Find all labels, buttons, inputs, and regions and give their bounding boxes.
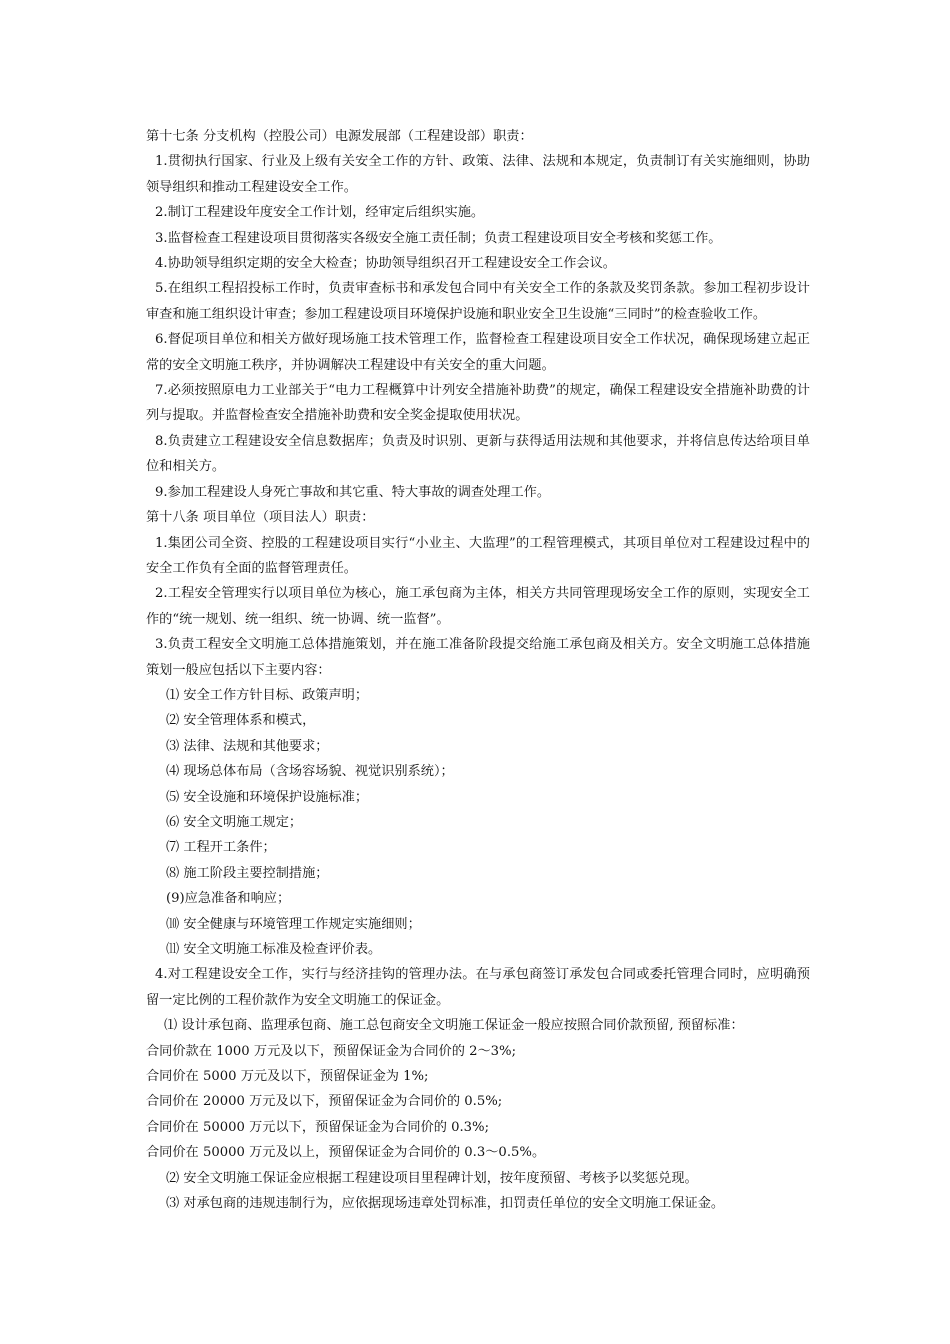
article-18-heading: 第十八条 项目单位（项目法人）职责： xyxy=(146,510,375,526)
planning-content-item: ⑴ 安全工作方针目标、政策声明； xyxy=(166,687,369,703)
article-18-item: 1.集团公司全资、控股的工程建设项目实行“小业主、大监理”的工程管理模式，其项目单位对工程建设过程中的安全工作负有全面的监督管理责任。 xyxy=(146,535,810,576)
article-17-item: 4.协助领导组织定期的安全大检查；协助领导组织召开工程建设安全工作会议。 xyxy=(155,256,616,272)
planning-content-item: ⑻ 施工阶段主要控制措施； xyxy=(166,865,329,881)
article-18-item: 3.负责工程安全文明施工总体措施策划，并在施工准备阶段提交给施工承包商及相关方。安全文明施工总体措施策划一般应包括以下主要内容： xyxy=(146,637,810,678)
planning-content-item: ⑸ 安全设施和环境保护设施标准； xyxy=(166,789,369,805)
deposit-rule: 合同价在 50000 万元以下，预留保证金为合同价的 0.3%; xyxy=(146,1119,490,1135)
article-17-item: 3.监督检查工程建设项目贯彻落实各级安全施工责任制；负责工程建设项目安全考核和奖惩工作。 xyxy=(155,230,722,246)
deposit-rule: 合同价在 20000 万元及以下，预留保证金为合同价的 0.5%; xyxy=(146,1094,503,1110)
planning-content-item: ⑾ 安全文明施工标准及检查评价表。 xyxy=(166,942,382,957)
planning-content-item: ⑽ 安全健康与环境管理工作规定实施细则； xyxy=(166,916,421,932)
article-17-item: 2.制订工程建设年度安全工作计划，经审定后组织实施。 xyxy=(155,205,485,221)
article-17-item: 6.督促项目单位和相关方做好现场施工技术管理工作，监督检查工程建设项目安全工作状况，确保现场建立起正常的安全文明施工秩序，并协调解决工程建设中有关安全的重大问题。 xyxy=(146,332,810,373)
article-17-item: 1.贯彻执行国家、行业及上级有关安全工作的方针、政策、法律、法规和本规定，负责制订有关实施细则，协助领导组织和推动工程建设安全工作。 xyxy=(146,154,810,195)
deposit-note: ⑵ 安全文明施工保证金应根据工程建设项目里程碑计划，按年度预留、考核予以奖惩兑现。 xyxy=(166,1170,698,1186)
planning-content-item: ⑵ 安全管理体系和模式， xyxy=(166,713,316,729)
deposit-note: ⑶ 对承包商的违规违制行为，应依据现场违章处罚标准，扣罚责任单位的安全文明施工保证金。 xyxy=(166,1196,725,1212)
planning-content-item: ⑹ 安全文明施工规定； xyxy=(166,814,303,830)
planning-content-item: ⑺ 工程开工条件； xyxy=(166,840,276,856)
document-body xyxy=(146,124,810,1216)
deposit-intro: ⑴ 设计承包商、监理承包商、施工总包商安全文明施工保证金一般应按照合同价款预留, 预留标准： xyxy=(164,1018,744,1034)
deposit-rule: 合同价在 50000 万元及以上，预留保证金为合同价的 0.3～0.5%。 xyxy=(146,1145,546,1161)
article-18-item: 4.对工程建设安全工作，实行与经济挂钩的管理办法。在与承包商签订承发包合同或委托管理合同时，应明确预留一定比例的工程价款作为安全文明施工的保证金。 xyxy=(146,967,810,1008)
planning-content-item: ⑷ 现场总体布局（含场容场貌、视觉识别系统）； xyxy=(166,764,454,780)
planning-content-item: (9)应急准备和响应； xyxy=(166,891,291,907)
article-17-item: 7.必须按照原电力工业部关于“电力工程概算中计列安全措施补助费”的规定，确保工程建设安全措施补助费的计列与提取。并监督检查安全措施补助费和安全奖金提取使用状况。 xyxy=(146,383,810,424)
planning-content-item: ⑶ 法律、法规和其他要求； xyxy=(166,738,329,754)
deposit-rule: 合同价款在 1000 万元及以下，预留保证金为合同价的 2～3%; xyxy=(146,1043,517,1059)
article-17-item: 5.在组织工程招投标工作时，负责审查标书和承发包合同中有关安全工作的条款及奖罚条款。参加工程初步设计审查和施工组织设计审查；参加工程建设项目环境保护设施和职业安全卫生设施“三同时”的检查验收工作。 xyxy=(146,281,810,322)
article-17-heading: 第十七条 分支机构（控股公司）电源发展部（工程建设部）职责： xyxy=(146,129,533,144)
article-17-item: 9.参加工程建设人身死亡事故和其它重、特大事故的调查处理工作。 xyxy=(155,484,551,500)
article-17-item: 8.负责建立工程建设安全信息数据库；负责及时识别、更新与获得适用法规和其他要求，并将信息传达给项目单位和相关方。 xyxy=(146,433,810,475)
article-18-item: 2.工程安全管理实行以项目单位为核心，施工承包商为主体，相关方共同管理现场安全工作的原则，实现安全工作的“统一规划、统一组织、统一协调、统一监督”。 xyxy=(146,586,810,627)
deposit-rule: 合同价在 5000 万元及以下，预留保证金为 1%; xyxy=(146,1069,429,1085)
